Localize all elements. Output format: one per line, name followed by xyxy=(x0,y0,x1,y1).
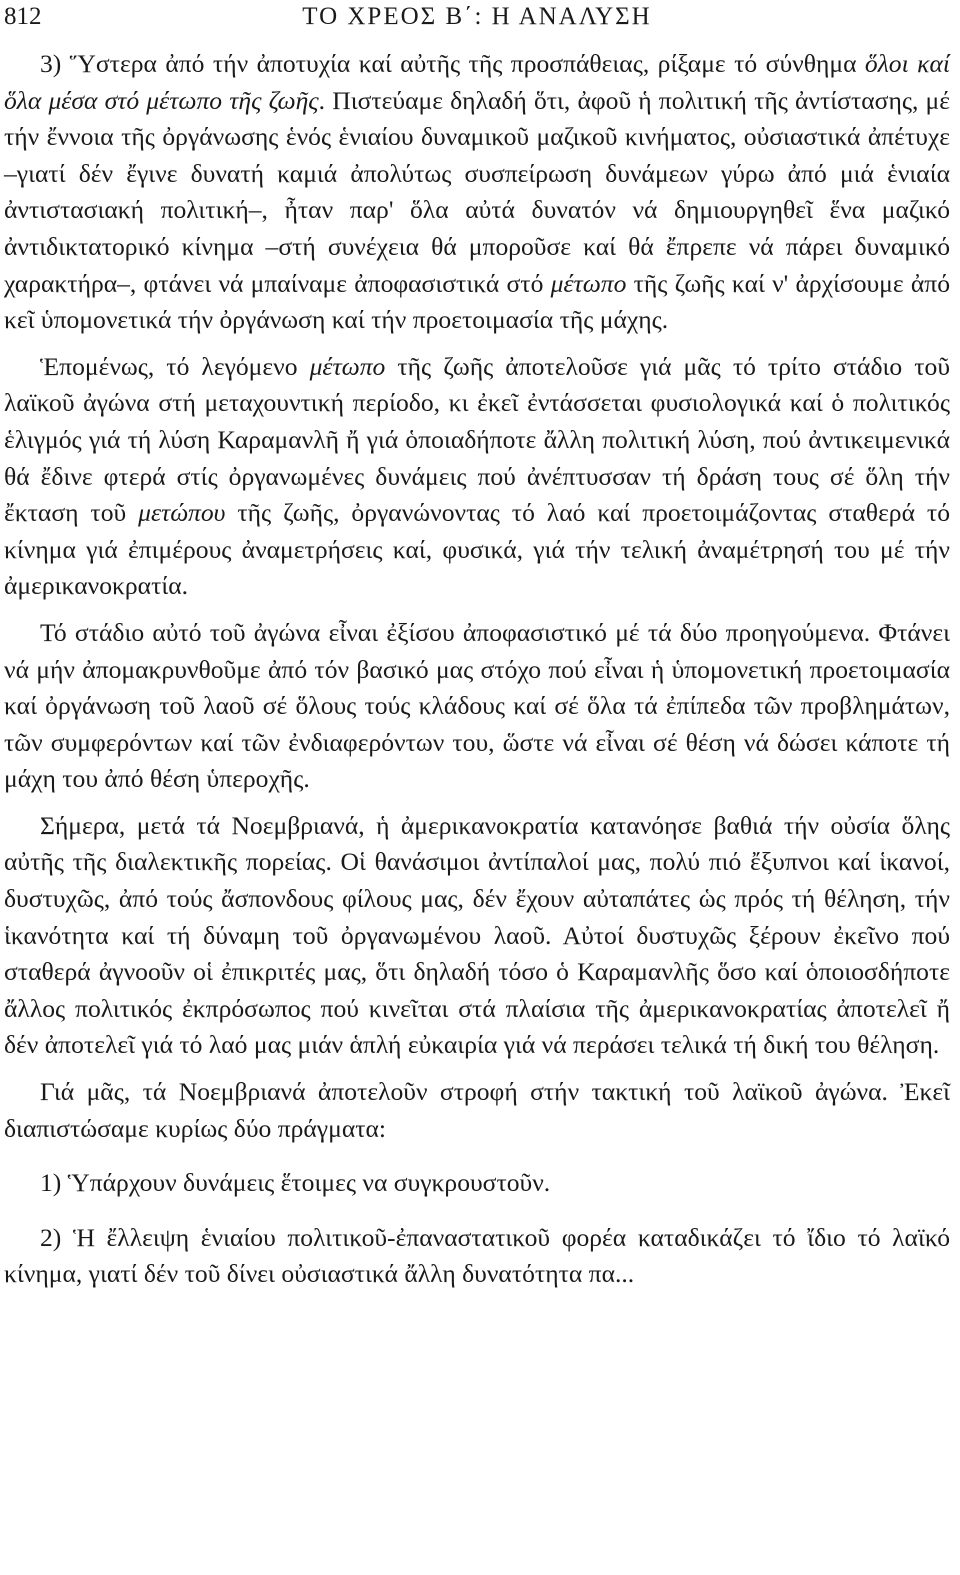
numbered-point xyxy=(4,1220,950,1293)
page-header xyxy=(4,0,950,38)
paragraph xyxy=(4,615,950,798)
text-run: . Πιστεύαμε δηλαδή ὅτι, ἀφοῦ ἡ πολιτική τῆς ἀντίστασης, μέ τήν ἔννοια τῆς ὀργάνωσης ἑνός ἑνιαίου δυναμικοῦ μαζικοῦ κινήματος, οὐσιαστικά ἀπέτυχε –γιατί δέν ἔγινε δυνατή καμιά ἀπολύτως συσπείρωση δυνάμεων γύρω ἀπό μιά ἑνιαία ἀντιστασιακή πολιτική–, ἦταν παρ' ὅλα αὐτά δυνατόν νά δημιουργηθεῖ ἕνα μαζικό ἀντιδικτατορικό κίνημα –στή συνέχεια θά μποροῦσε καί θά ἔπρεπε νά πάρει δυναμικό χαρακτήρα–, φτάνει νά μπαίναμε ἀποφασιστικά στό xyxy=(4,85,950,298)
page-number: 812 xyxy=(4,3,42,30)
text-run: Γιά μᾶς, τά Νοεμβριανά ἀποτελοῦν στροφή στήν τακτική τοῦ λαϊκοῦ ἀγώνα. Ἐκεῖ διαπιστώσαμε κυρίως δύο πράγματα: xyxy=(4,1077,950,1143)
text-run: 2) Ἡ ἔλλειψη ἑνιαίου πολιτικοῦ-ἐπαναστατικοῦ φορέα καταδικάζει τό ἴδιο τό λαϊκό κίνημα, γιατί δέν τοῦ δίνει οὐσιαστικά ἄλλη δυνατότητα πα... xyxy=(4,1222,950,1289)
numbered-point xyxy=(4,1165,950,1202)
text-run: Σήμερα, μετά τά Νοεμβριανά, ἡ ἀμερικανοκρατία κατανόησε βαθιά τήν οὐσία ὅλης αὐτῆς τῆς διαλεκτικῆς πορείας. Οἱ θανάσιμοι ἀντίπαλοί μας, πολύ πιό ἔξυπνοι καί ἱκανοί, δυστυχῶς, ἀπό τούς ἄσπονδους φίλους μας, δέν ἔχουν αὐταπάτες ὡς πρός τή θέληση, τήν ἱκανότητα καί τή δύναμη τοῦ ὀργανωμένου λαοῦ. Αὐτοί δυστυχῶς ξέρουν ἐκεῖνο πού σταθερά ἀγνοοῦν οἱ ἐπικριτές μας, ὅτι δηλαδή τόσο ὁ Καραμανλῆς ὅσο καί ὁποιοσδήποτε ἄλλος πολιτικός ἐκπρόσωπος πού κινεῖται στά πλαίσια τῆς ἀμερικανοκρατίας ἀποτελεῖ ἤ δέν ἀποτελεῖ γιά τό λαό μας μιάν ἁπλή εὐκαιρία γιά νά περάσει τελικά τή δική του θέληση. xyxy=(4,810,950,1060)
italic-text: μετώπου xyxy=(138,498,226,528)
text-run: 1) Ὑπάρχουν δυνάμεις ἕτοιμες να συγκρουστοῦν. xyxy=(40,1168,551,1198)
italic-text: μέτωπο xyxy=(309,351,386,381)
running-head: ΤΟ ΧΡΕΟΣ Β΄: Η ΑΝΑΛΥΣΗ xyxy=(302,3,652,30)
paragraph xyxy=(4,349,950,605)
paragraph xyxy=(4,1074,950,1147)
text-run: 3) Ὕστερα ἀπό τήν ἀποτυχία καί αὐτῆς τῆς προσπάθειας, ρίξαμε τό σύνθημα xyxy=(40,49,865,78)
text-run: τῆς ζωῆς καί ν' ἀρχίσουμε ἀπό κεῖ ὑπομονετικά τήν ὀργάνωση καί τήν προετοιμασία τῆς μάχης. xyxy=(4,268,950,335)
italic-text: μέτωπο xyxy=(550,268,627,298)
text-run: Τό στάδιο αὐτό τοῦ ἀγώνα εἶναι ἐξίσου ἀποφασιστικό μέ τά δύο προηγούμενα. Φτάνει νά μήν ἀπομακρυνθοῦμε ἀπό τόν βασικό μας στόχο πού εἶναι ἡ ὑπομονετική προετοιμασία καί ὀργάνωση τοῦ λαοῦ σέ ὅλους τούς κλάδους καί σέ ὅλα τά ἐπίπεδα τῶν προβλημάτων, τῶν συμφερόντων καί τῶν ἐνδιαφερόντων του, ὥστε νά εἶναι σέ θέση νά δώσει κάποτε τή μάχη του ἀπό θέση ὑπεροχῆς. xyxy=(4,617,950,794)
text-run: Ἑπομένως, τό λεγόμενο xyxy=(40,351,310,381)
paragraph xyxy=(4,46,950,339)
italic-text: ὅλοι καί ὅλα μέσα στό μέτωπο τῆς ζωῆς xyxy=(4,49,950,115)
paragraph xyxy=(4,808,950,1064)
body-text xyxy=(4,46,950,1293)
text-run: τῆς ζωῆς, ὀργανώνοντας τό λαό καί προετοιμάζοντας σταθερά τό κίνημα γιά ἐπιμέρους ἀναμετρήσεις καί, φυσικά, γιά τήν τελική ἀναμέτρησή του μέ τήν ἀμερικανοκρατία. xyxy=(4,498,950,601)
text-run: τῆς ζωῆς ἀποτελοῦσε γιά μᾶς τό τρίτο στάδιο τοῦ λαϊκοῦ ἀγώνα στή μεταχουντική περίοδο, κι ἐκεῖ ἐντάσσεται φυσιολογικά καί ὁ πολιτικός ἑλιγμός γιά τή λύση Καραμανλῆ ἤ γιά ὁποιαδήποτε ἄλλη πολιτική λύση, πού ἀντικειμενικά θά ἔδινε φτερά στίς ὀργανωμένες δυνάμεις πού ἀνέπτυσσαν τή δράση τους σέ ὅλη τήν ἔκταση τοῦ xyxy=(4,351,950,528)
